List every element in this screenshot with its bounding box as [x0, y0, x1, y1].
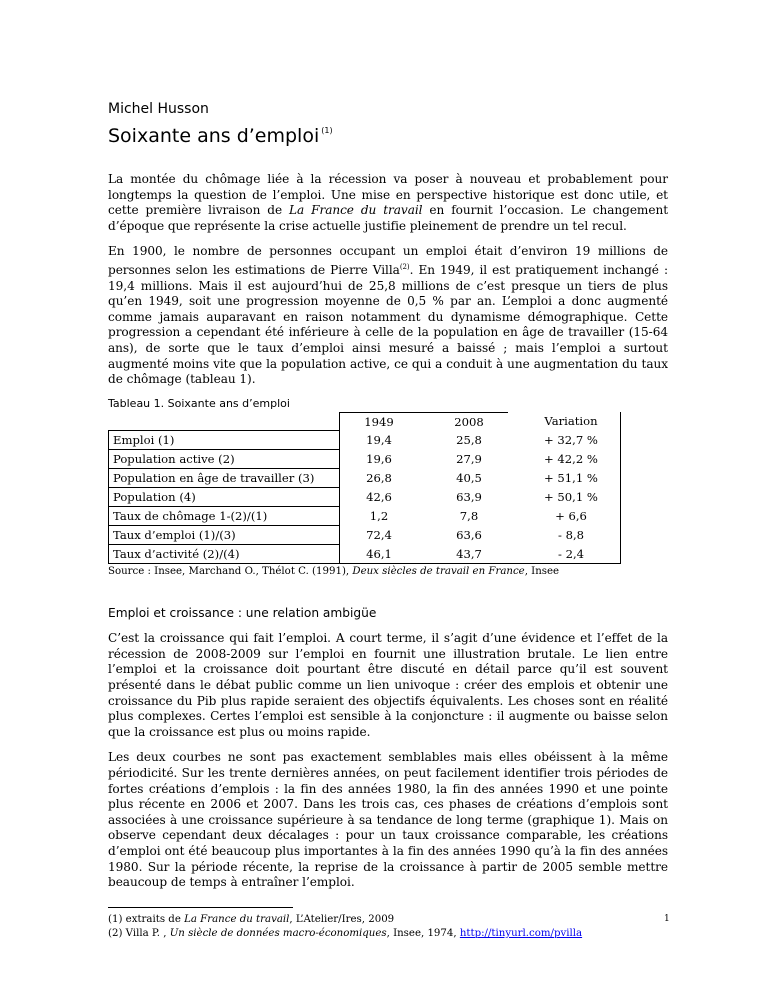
value-1949: 1,2: [340, 507, 419, 526]
document-page: [108, 100, 668, 941]
paragraph-intro-text-a: La montée du chômage liée à la récession va poser à nouveau et probablement pour longtemps la question de l’emploi. Une mise en perspective historique est donc utile, et cette première livraison de: [108, 172, 668, 218]
value-variation: + 6,6: [508, 507, 621, 526]
value-variation: - 8,8: [508, 526, 621, 545]
source-text-a: Source : Insee, Marchand O., Thélot C. (1991),: [108, 566, 353, 578]
paragraph-history-text-a: En 1900, le nombre de personnes occupant un emploi était d’environ 19 millions de personnes selon les estimations de Pierre Villa: [108, 244, 668, 277]
document-title: [108, 119, 668, 148]
paragraph-intro-text-b: en fournit l’occasion. Le changement d’époque que représente la crise actuelle justifie pleinement de prendre un tel recul.: [108, 203, 668, 233]
footnote-2: [108, 927, 668, 941]
value-variation: + 42,2 %: [508, 450, 621, 469]
footnote-2-text-a: (2) Villa P. ,: [108, 927, 170, 939]
paragraph-intro: [108, 172, 668, 234]
table-header-row: [109, 412, 621, 431]
table-row: [109, 431, 621, 450]
row-label: Population en âge de travailler (3): [109, 469, 340, 488]
title-footnote-ref: (1): [321, 126, 333, 135]
value-1949: 72,4: [340, 526, 419, 545]
row-label: Population active (2): [109, 450, 340, 469]
value-variation: + 50,1 %: [508, 488, 621, 507]
row-label: Emploi (1): [109, 431, 340, 450]
footnote-1-title: La France du travail: [184, 913, 290, 925]
footnote-1-text-b: , L’Atelier/Ires, 2009: [289, 913, 395, 925]
footnote-1: [108, 913, 668, 927]
table-row: [109, 545, 621, 564]
value-2008: 25,8: [456, 433, 482, 448]
footnote-2-link[interactable]: http://tinyurl.com/pvilla: [459, 927, 583, 939]
header-1949: 1949: [340, 412, 419, 431]
source-book-title: Deux siècles de travail en France: [352, 566, 525, 578]
value-2008: 40,5: [456, 471, 482, 486]
row-label: Population (4): [109, 488, 340, 507]
value-variation: - 2,4: [508, 545, 621, 564]
header-empty-cell: [109, 412, 340, 431]
table-row: [109, 469, 621, 488]
row-label: Taux d’emploi (1)/(3): [109, 526, 340, 545]
footnote-divider: [108, 907, 293, 908]
employment-table: [108, 412, 621, 565]
table-row: [109, 526, 621, 545]
footnote-2-title: Un siècle de données macro-économiques: [169, 927, 387, 939]
value-variation: + 51,1 %: [508, 469, 621, 488]
book-title-ref: La France du travail: [289, 203, 423, 218]
row-label: Taux de chômage 1-(2)/(1): [109, 507, 340, 526]
value-variation: + 32,7 %: [508, 431, 621, 450]
table-row: [109, 507, 621, 526]
value-2008: 63,9: [456, 490, 482, 505]
header-variation: Variation: [508, 412, 621, 431]
paragraph-history: [108, 244, 668, 387]
footnote-ref-2: (2): [399, 262, 410, 271]
value-2008: 7,8: [459, 509, 479, 524]
source-text-b: , Insee: [524, 566, 560, 578]
table-caption: Tableau 1. Soixante ans d’emploi: [108, 396, 290, 410]
value-2008: 63,6: [456, 528, 482, 543]
value-1949: 19,6: [340, 450, 419, 469]
value-1949: 19,4: [340, 431, 419, 450]
footnote-2-text-b: , Insee, 1974,: [386, 927, 460, 939]
value-2008: 43,7: [418, 545, 508, 564]
paragraph-growth: C’est la croissance qui fait l’emploi. A court terme, il s’agit d’une évidence et l’effet de la récession de 2008-2009 sur l’emploi en fournit une illustration brutale. Le lien entre l’emploi et la croissance doit pourtant être discuté en détail parce qu’il est souvent présenté dans le débat public comme un lien univoque : créer des emplois et obtenir une croissance du Pib plus rapide seraient des objectifs équivalents. Les choses sont en réalité plus complexes. Certes l’emploi est sensible à la conjoncture : il augmente ou baisse selon que la croissance est plus ou moins rapide.: [108, 631, 668, 739]
value-1949: 42,6: [340, 488, 419, 507]
footnote-1-text-a: (1) extraits de: [108, 913, 185, 925]
row-label: Taux d’activité (2)/(4): [109, 545, 340, 564]
value-1949: 46,1: [340, 545, 419, 564]
table-row: [109, 488, 621, 507]
value-2008: 27,9: [456, 452, 482, 467]
paragraph-curves: Les deux courbes ne sont pas exactement semblables mais elles obéissent à la même périodicité. Sur les trente dernières années, on peut facilement identifier trois périodes de fortes créations d’emplois : la fin des années 1980, la fin des années 1990 et une pointe plus récente en 2006 et 2007. Dans les trois cas, ces phases de créations d’emplois sont associées à une croissance supérieure à sa tendance de long terme (graphique 1). Mais on observe cependant deux décalages : pour un taux croissance comparable, les créations d’emploi ont été beaucoup plus importantes à la fin des années 1990 qu’à la fin des années 1980. Sur la période récente, la reprise de la croissance à partir de 2005 semble mettre beaucoup de temps à entraîner l’emploi.: [108, 750, 668, 890]
section-heading: Emploi et croissance : une relation ambigüe: [108, 606, 377, 621]
author-name: Michel Husson: [108, 101, 209, 117]
header-2008: 2008: [418, 412, 508, 431]
paragraph-history-text-b: . En 1949, il est pratiquement inchangé : 19,4 millions. Mais il est aujourd’hui de 25,8 millions de c’est presque un tiers de plus qu’en 1949, soit une progression moyenne de 0,5 % par an. L’emploi a donc augmenté comme jamais auparavant en raison notamment du dynamisme démographique. Cette progression a cependant été inférieure à celle de la population en âge de travailler (15-64 ans), de sorte que le taux d’emploi ainsi mesuré a baissé ; mais l’emploi a surtout augmenté moins vite que la population active, ce qui a conduit à une augmentation du taux de chômage (tableau 1).: [108, 262, 668, 387]
table-row: [109, 450, 621, 469]
value-1949: 26,8: [340, 469, 419, 488]
page-number: 1: [664, 914, 670, 924]
table-source: [108, 565, 668, 579]
title-text: Soixante ans d’emploi: [108, 125, 320, 147]
